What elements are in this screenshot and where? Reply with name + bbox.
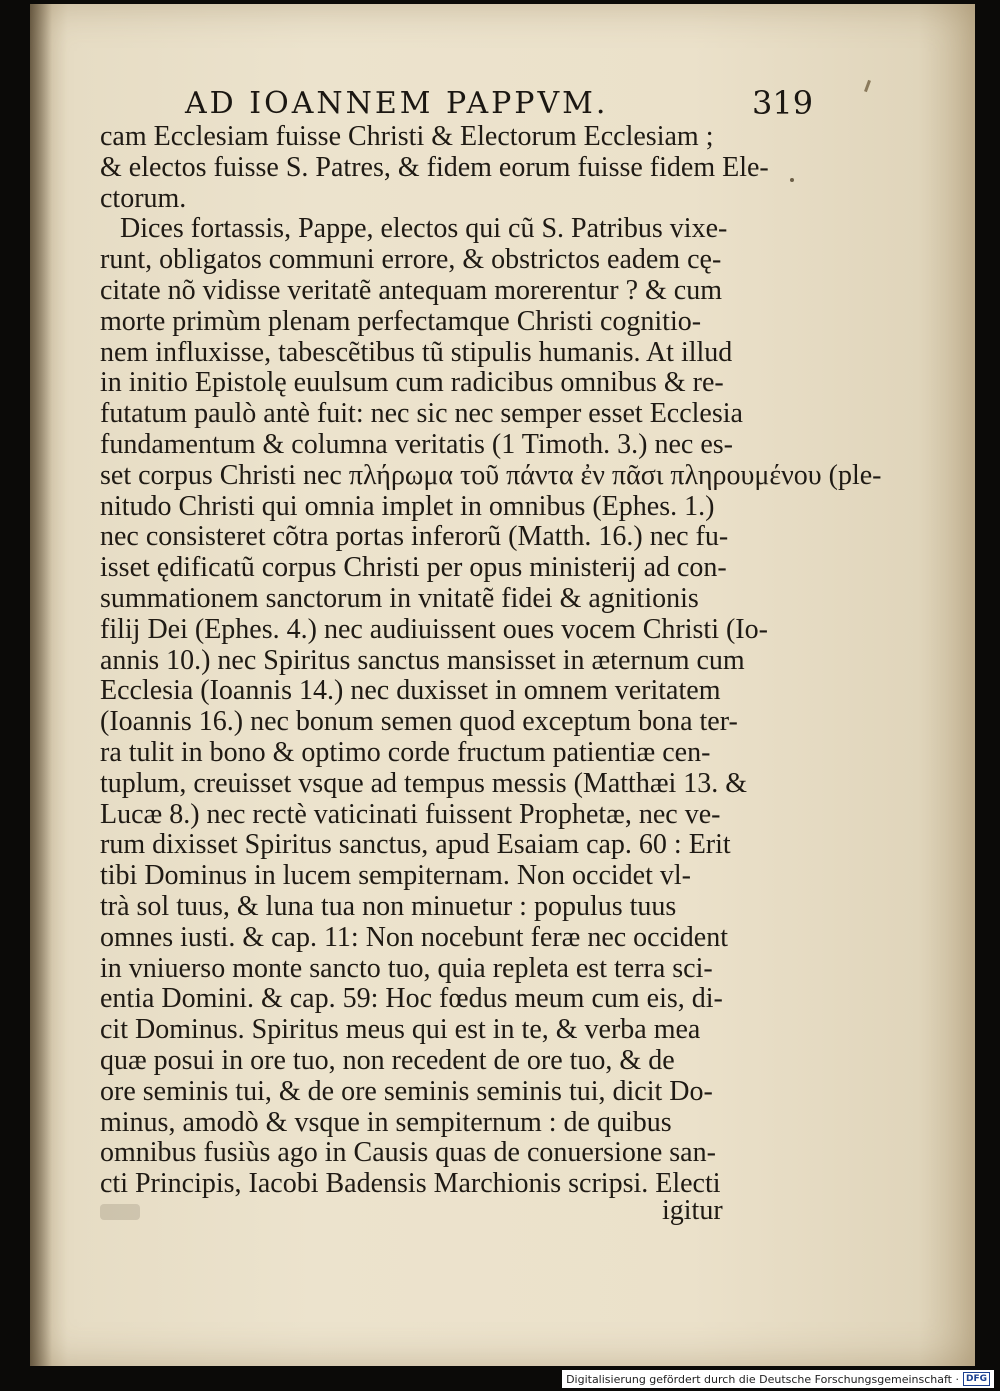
text-line: futatum paulò antè fuit: nec sic nec semper esset Ecclesia	[100, 398, 743, 430]
text-line: minus, amodò & vsque in sempiternum : de quibus	[100, 1106, 672, 1138]
text-line: & electos fuisse S. Patres, & fidem eorum fuisse fidem Ele-	[100, 151, 769, 183]
text-line: quæ posui in ore tuo, non recedent de ore tuo, & de	[100, 1044, 675, 1076]
text-line: ctorum.	[100, 182, 187, 214]
text-line: nitudo Christi qui omnia implet in omnibus (Ephes. 1.)	[100, 490, 715, 522]
text-line: omnes iusti. & cap. 11: Non nocebunt feræ nec occident	[100, 921, 729, 953]
dfg-logo-icon: DFG	[963, 1372, 990, 1386]
text-line: fundamentum & columna veritatis (1 Timoth. 3.) nec es-	[100, 428, 734, 460]
text-line: Lucæ 8.) nec rectè vaticinati fuissent Prophetæ, nec ve-	[100, 798, 721, 830]
catchword: igitur	[662, 1195, 723, 1226]
paper-speck	[790, 178, 794, 182]
text-line: nem influxisse, tabescẽtibus tũ stipulis humanis. At illud	[100, 336, 733, 368]
text-line: Ecclesia (Ioannis 14.) nec duxisset in omnem veritatem	[100, 675, 721, 707]
text-line: runt, obligatos communi errore, & obstrictos eadem cę-	[100, 244, 722, 276]
text-line: ore seminis tui, & de ore seminis seminis tui, dicit Do-	[100, 1075, 713, 1107]
footer-credit-text: Digitalisierung gefördert durch die Deutsche Forschungsgemeinschaft ·	[566, 1372, 959, 1386]
text-line: citate nõ vidisse veritatẽ antequam morerentur ? & cum	[100, 274, 722, 306]
text-line: set corpus Christi nec πλήρωμα τοῦ πάντα ἐν πᾶσι πληρουμένου (ple-	[100, 459, 882, 491]
text-line: cit Dominus. Spiritus meus qui est in te, & verba mea	[100, 1014, 701, 1046]
page-number: 319	[752, 84, 814, 122]
text-line: tibi Dominus in lucem sempiternam. Non occidet vl-	[100, 860, 691, 892]
text-line: summationem sanctorum in vnitatẽ fidei & agnitionis	[100, 582, 699, 614]
text-line: Dices fortassis, Pappe, electos qui cũ S. Patribus vixe-	[120, 213, 728, 245]
ink-smudge	[100, 1204, 140, 1220]
text-line: annis 10.) nec Spiritus sanctus mansisset in æternum cum	[100, 644, 745, 676]
body-text	[100, 121, 882, 1200]
text-line: cam Ecclesiam fuisse Christi & Electorum Ecclesiam ;	[100, 121, 714, 152]
digitization-footer	[562, 1370, 994, 1388]
text-line: omnibus fusiùs ago in Causis quas de conuersione san-	[100, 1137, 716, 1169]
page-gutter-shadow	[30, 4, 52, 1366]
text-line: filij Dei (Ephes. 4.) nec audiuissent oues vocem Christi (Io-	[100, 613, 768, 645]
text-line: in initio Epistolę euulsum cum radicibus omnibus & re-	[100, 367, 724, 399]
text-line: tuplum, creuisset vsque ad tempus messis (Matthæi 13. &	[100, 767, 748, 799]
text-line: ra tulit in bono & optimo corde fructum patientiæ cen-	[100, 736, 711, 768]
text-line: trà sol tuus, & luna tua non minuetur : populus tuus	[100, 890, 677, 922]
text-line: (Ioannis 16.) nec bonum semen quod exceptum bona ter-	[100, 706, 738, 738]
text-line: entia Domini. & cap. 59: Hoc fœdus meum cum eis, di-	[100, 983, 723, 1015]
text-line: isset ędificatũ corpus Christi per opus ministerij ad con-	[100, 552, 727, 584]
text-line: in vniuerso monte sancto tuo, quia repleta est terra sci-	[100, 952, 713, 984]
running-head: AD IOANNEM PAPPVM.	[185, 86, 609, 121]
text-line: cti Principis, Iacobi Badensis Marchionis scripsi. Electi	[100, 1168, 721, 1200]
text-line: nec consisteret cõtra portas inferorũ (Matth. 16.) nec fu-	[100, 521, 729, 553]
text-line: morte primùm plenam perfectamque Christi cognitio-	[100, 305, 702, 337]
text-line: rum dixisset Spiritus sanctus, apud Esaiam cap. 60 : Erit	[100, 829, 731, 861]
